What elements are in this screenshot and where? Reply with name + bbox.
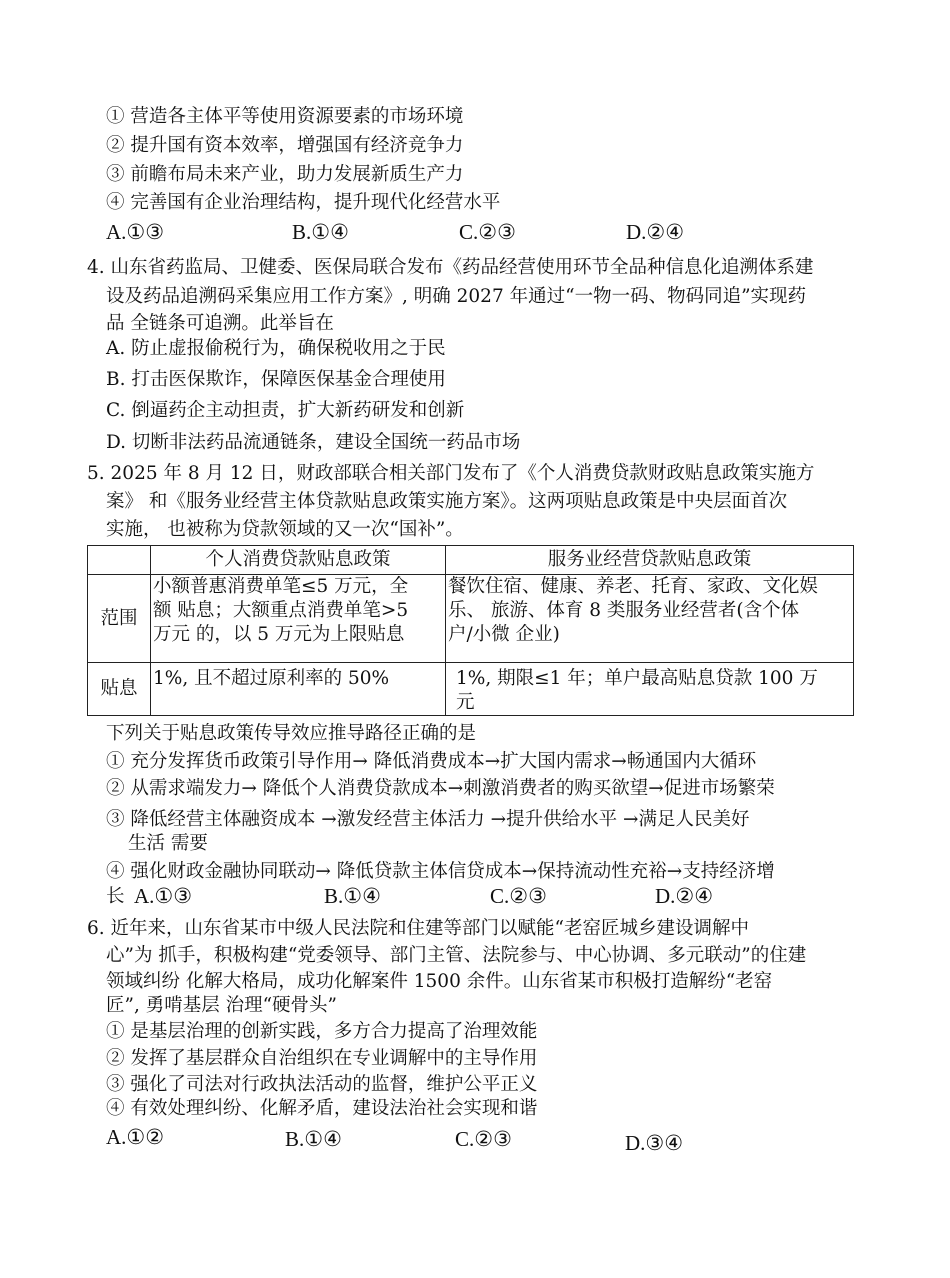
cell-line: 1%, 且不超过原利率的 50% xyxy=(153,668,390,689)
subsidy-policy-table xyxy=(87,545,854,716)
q6-stem-line: 心”为 抓手，积极构建“党委领导、部门主管、法院参与、中心协调、多元联动”的住建 xyxy=(106,945,807,966)
table-header-row xyxy=(88,546,854,575)
q6-stem-line: 匠”, 勇啃基层 治理“硬骨头” xyxy=(106,995,338,1016)
q4-option-c: C. 倒逼药企主动担责，扩大新药研发和创新 xyxy=(106,400,465,421)
table-header-blank xyxy=(88,546,151,575)
q6-statement: ④ 有效处理纠纷、化解矛盾，建设法治社会实现和谐 xyxy=(106,1098,538,1119)
q6-stem-line: 领域纠纷 化解大格局，成功化解案件 1500 余件。山东省某市积极打造解纷“老窑 xyxy=(106,971,773,992)
cell-line: 乐、 旅游、体育 8 类服务业经营者(含个体 xyxy=(448,600,800,621)
scope-consumer-cell xyxy=(151,575,446,663)
q3-option-c: C.②③ xyxy=(459,220,516,244)
cell-line: 小额普惠消费单笔≤5 万元，全 xyxy=(153,576,409,597)
q5-stem-line: 案》 和《服务业经营主体贷款贴息政策实施方案》。这两项贴息政策是中央层面首次 xyxy=(106,491,788,512)
q5-path: ④ 强化财政金融协同联动→ 降低贷款主体信贷成本→保持流动性充裕→支持经济增 xyxy=(106,861,775,882)
q6-statement: ① 是基层治理的创新实践，多方合力提高了治理效能 xyxy=(106,1021,538,1042)
q3-statement: ② 提升国有资本效率，增强国有经济竞争力 xyxy=(106,135,464,156)
q5-stem-line: 5. 2025 年 8 月 12 日，财政部联合相关部门发布了《个人消费贷款财政贴息政策实施方 xyxy=(87,463,815,484)
q4-stem-line: 设及药品追溯码采集应用工作方案》, 明确 2027 年通过“一物一码、物码同追”实现药 xyxy=(106,286,807,307)
row-label-scope: 范围 xyxy=(88,575,151,663)
q3-option-d: D.②④ xyxy=(626,220,685,244)
q5-stem-line: 实施， 也被称为贷款领域的又一次“国补”。 xyxy=(106,519,464,540)
q3-option-b: B.①④ xyxy=(292,220,349,244)
q5-path-tail: 长 xyxy=(106,886,125,907)
q6-option-a: A.①② xyxy=(106,1125,165,1149)
cell-line: 万元 的，以 5 万元为上限贴息 xyxy=(153,624,405,645)
cell-line: 餐饮住宿、健康、养老、托育、家政、文化娱 xyxy=(448,576,819,597)
cell-line: 额 贴息；大额重点消费单笔>5 xyxy=(153,600,409,621)
q4-stem-line: 4. 山东省药监局、卫健委、医保局联合发布《药品经营使用环节全品种信息化追溯体系建 xyxy=(87,257,814,278)
q5-path: ① 充分发挥货币政策引导作用→ 降低消费成本→扩大国内需求→畅通国内大循环 xyxy=(106,751,757,772)
q4-stem-line: 品 全链条可追溯。此举旨在 xyxy=(106,313,334,334)
subsidy-consumer-cell xyxy=(151,663,446,716)
q6-statement: ② 发挥了基层群众自治组织在专业调解中的主导作用 xyxy=(106,1048,538,1069)
q3-statement: ① 营造各主体平等使用资源要素的市场环境 xyxy=(106,106,464,127)
q5-option-a: A.①③ xyxy=(134,884,193,908)
q4-option-b: B. 打击医保欺诈，保障医保基金合理使用 xyxy=(106,369,446,390)
q5-path: 生活 需要 xyxy=(128,833,208,854)
scope-service-cell xyxy=(446,575,854,663)
q5-path: ② 从需求端发力→ 降低个人消费贷款成本→刺激消费者的购买欲望→促进市场繁荣 xyxy=(106,778,775,799)
q3-statement: ④ 完善国有企业治理结构，提升现代化经营水平 xyxy=(106,192,501,213)
q3-option-a: A.①③ xyxy=(106,220,165,244)
q5-option-d: D.②④ xyxy=(655,884,714,908)
q6-option-b: B.①④ xyxy=(285,1127,342,1151)
q5-option-b: B.①④ xyxy=(324,884,381,908)
row-label-subsidy: 贴息 xyxy=(88,663,151,716)
q6-option-c: C.②③ xyxy=(455,1127,512,1151)
table-row xyxy=(88,663,854,716)
q6-stem-line: 6. 近年来，山东省某市中级人民法院和住建等部门以赋能“老窑匠城乡建设调解中 xyxy=(87,918,749,939)
cell-line: 户/小微 企业) xyxy=(448,624,560,645)
table-row xyxy=(88,575,854,663)
q3-statement: ③ 前瞻布局未来产业，助力发展新质生产力 xyxy=(106,164,464,185)
table-header-consumer-loan: 个人消费贷款贴息政策 xyxy=(151,546,446,575)
q4-option-d: D. 切断非法药品流通链条，建设全国统一药品市场 xyxy=(106,432,521,453)
q6-statement: ③ 强化了司法对行政执法活动的监督，维护公平正义 xyxy=(106,1074,538,1095)
q5-option-c: C.②③ xyxy=(490,884,547,908)
q4-option-a: A. 防止虚报偷税行为，确保税收用之于民 xyxy=(106,338,446,359)
table-header-service-loan: 服务业经营贷款贴息政策 xyxy=(446,546,854,575)
q6-option-d: D.③④ xyxy=(625,1131,684,1155)
subsidy-service-cell xyxy=(446,663,854,716)
q5-path: ③ 降低经营主体融资成本 →激发经营主体活力 →提升供给水平 →满足人民美好 xyxy=(106,809,750,830)
cell-line: 1%, 期限≤1 年；单户最高贴息贷款 100 万 xyxy=(456,668,818,689)
cell-line: 元 xyxy=(456,692,475,713)
q5-question: 下列关于贴息政策传导效应推导路径正确的是 xyxy=(106,723,477,744)
